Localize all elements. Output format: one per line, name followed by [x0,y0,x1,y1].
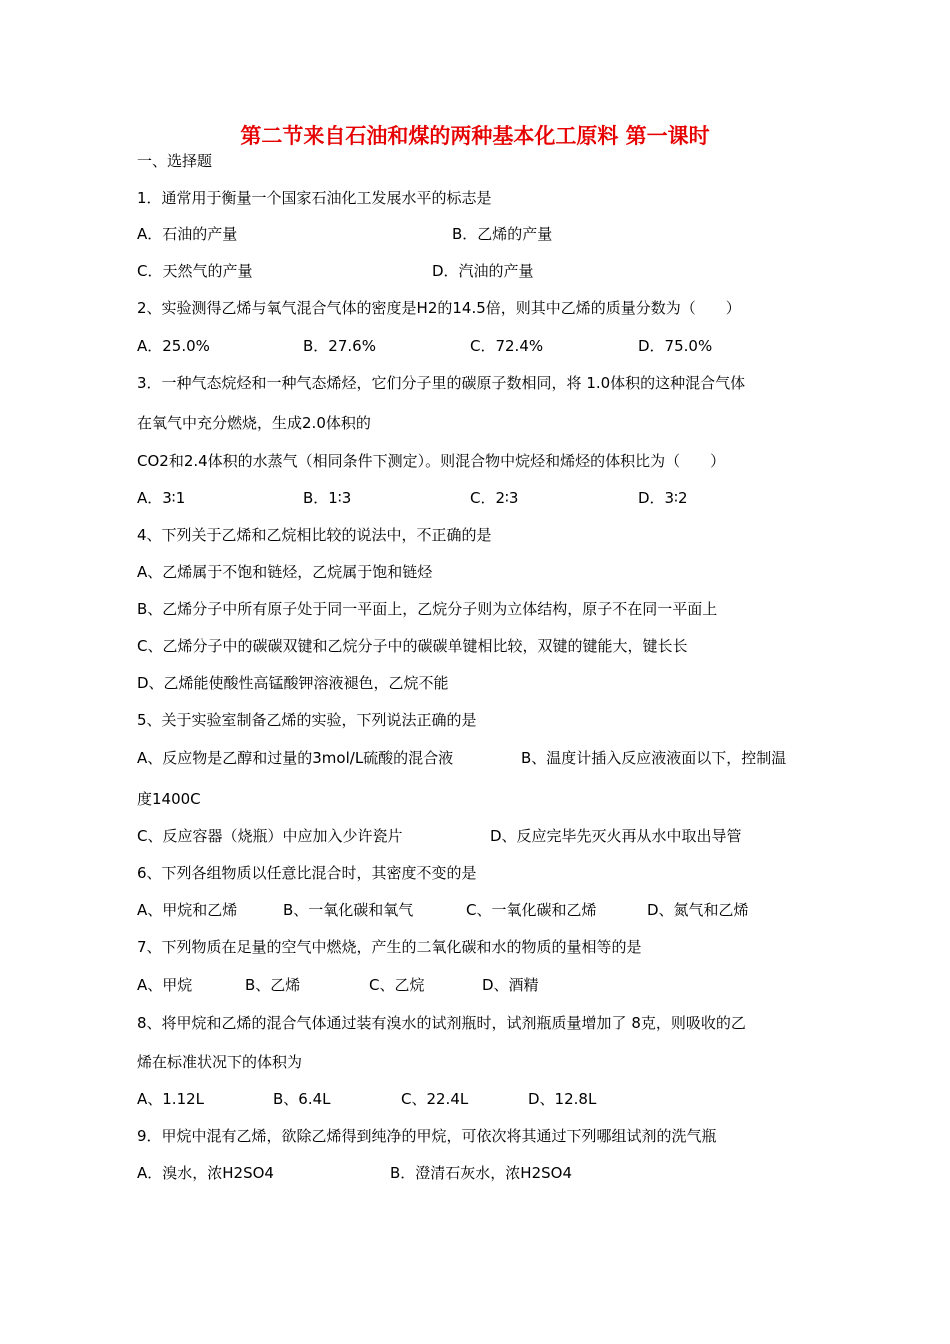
question-6-option-d: D、氮气和乙烯 [647,901,749,919]
question-1-option-a: A．石油的产量 [137,225,238,243]
question-6-option-a: A、甲烷和乙烯 [137,901,238,919]
question-9-option-b: B．澄清石灰水，浓H2SO4 [390,1164,572,1182]
question-5-option-d: D、反应完毕先灭火再从水中取出导管 [490,827,742,845]
section-heading: 一、选择题 [137,152,213,170]
question-5-option-c: C、反应容器（烧瓶）中应加入少许瓷片 [137,827,403,845]
question-4-option-c: C、乙烯分子中的碳碳双键和乙烷分子中的碳碳单键相比较，双键的键能大，键长长 [137,637,688,655]
question-8-option-a: A、1.12L [137,1090,205,1108]
question-2-option-b: B．27.6% [303,337,376,355]
question-3-option-b: B．1∶3 [303,489,352,507]
page-title: 第二节来自石油和煤的两种基本化工原料 第一课时 [240,124,710,148]
question-1-stem: 1．通常用于衡量一个国家石油化工发展水平的标志是 [137,189,492,207]
question-6-option-b: B、一氧化碳和氧气 [283,901,414,919]
question-5-option-a: A、反应物是乙醇和过量的3mol/L硫酸的混合液 [137,749,454,767]
question-7-option-a: A、甲烷 [137,976,193,994]
question-6-stem: 6、下列各组物质以任意比混合时，其密度不变的是 [137,864,477,882]
question-3-option-c: C．2∶3 [470,489,519,507]
question-2-stem: 2、实验测得乙烯与氧气混合气体的密度是H2的14.5倍，则其中乙烯的质量分数为（ ） [137,299,741,317]
question-3-stem-line-3: CO2和2.4体积的水蒸气（相同条件下测定）。则混合物中烷烃和烯烃的体积比为（ ） [137,452,726,470]
question-7-option-d: D、酒精 [482,976,539,994]
question-4-option-a: A、乙烯属于不饱和链烃，乙烷属于饱和链烃 [137,563,433,581]
question-7-option-b: B、乙烯 [245,976,301,994]
question-5-option-b: B、温度计插入反应液液面以下，控制温 [521,749,787,767]
question-7-stem: 7、下列物质在足量的空气中燃烧，产生的二氧化碳和水的物质的量相等的是 [137,938,642,956]
question-9-option-a: A．溴水，浓H2SO4 [137,1164,274,1182]
question-1-option-c: C．天然气的产量 [137,262,253,280]
question-5-option-b-continued: 度1400C [137,790,201,808]
question-3-stem-line-2: 在氧气中充分燃烧，生成2.0体积的 [137,414,371,432]
question-3-option-a: A．3∶1 [137,489,186,507]
question-4-option-b: B、乙烯分子中所有原子处于同一平面上，乙烷分子则为立体结构，原子不在同一平面上 [137,600,718,618]
question-6-option-c: C、一氧化碳和乙烯 [466,901,597,919]
question-5-stem: 5、关于实验室制备乙烯的实验，下列说法正确的是 [137,711,477,729]
question-4-option-d: D、乙烯能使酸性高锰酸钾溶液褪色，乙烷不能 [137,674,449,692]
question-1-option-d: D．汽油的产量 [432,262,534,280]
question-7-option-c: C、乙烷 [369,976,425,994]
question-8-option-b: B、6.4L [273,1090,331,1108]
question-4-stem: 4、下列关于乙烯和乙烷相比较的说法中，不正确的是 [137,526,492,544]
question-3-stem-line-1: 3．一种气态烷烃和一种气态烯烃，它们分子里的碳原子数相同，将 1.0体积的这种混合气体 [137,374,746,392]
question-8-option-d: D、12.8L [528,1090,597,1108]
question-8-option-c: C、22.4L [401,1090,469,1108]
question-9-stem: 9．甲烷中混有乙烯，欲除乙烯得到纯净的甲烷，可依次将其通过下列哪组试剂的洗气瓶 [137,1127,717,1145]
question-1-option-b: B．乙烯的产量 [452,225,553,243]
question-2-option-a: A．25.0% [137,337,210,355]
question-8-stem-line-2: 烯在标准状况下的体积为 [137,1053,303,1071]
question-2-option-c: C．72.4% [470,337,544,355]
question-2-option-d: D．75.0% [638,337,713,355]
question-3-option-d: D．3∶2 [638,489,688,507]
question-8-stem-line-1: 8、将甲烷和乙烯的混合气体通过装有溴水的试剂瓶时，试剂瓶质量增加了 8克，则吸收的乙 [137,1014,746,1032]
